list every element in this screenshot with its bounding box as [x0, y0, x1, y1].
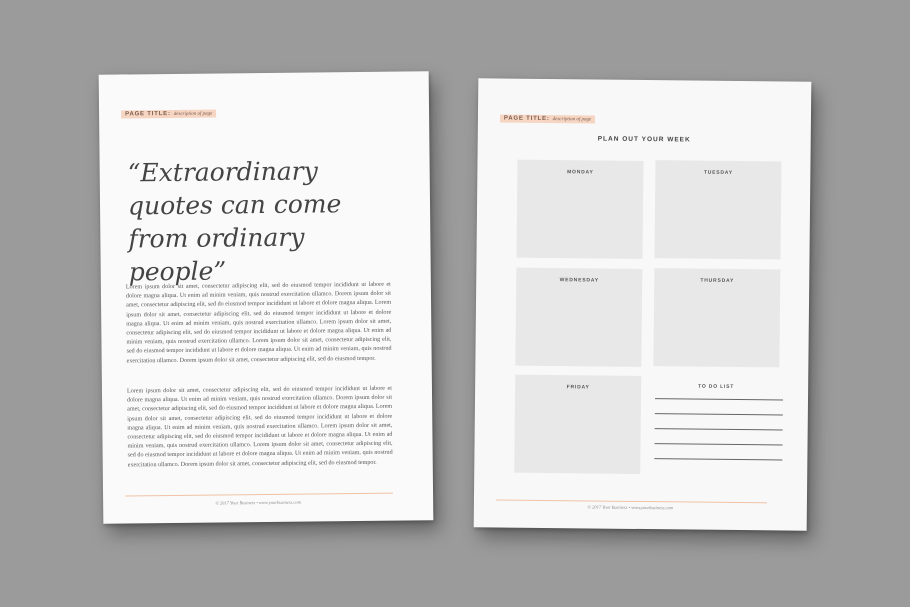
pull-quote: “Extraordinary quotes can come from ordinary people”	[127, 156, 342, 287]
day-label-wednesday: WEDNESDAY	[559, 277, 599, 284]
body-paragraph: Lorem ipsum dolor sit amet, consectetur adipiscing elit, sed do eiusmod tempor incididunt ut labore et dolore magna aliqua. Ut enim ad minim veniam, quis nostrud exercitation ullamco. Dorem ipsum dolor sit amet, consectetur adipiscing elit, sed do eiusmod tempor incididunt ut labore et dolore magna aliqua. Lorem ipsum dolor sit amet, consectetur adipiscing elit, sed do eiusmod tempor incididunt ut labore et dolore magna aliqua. Ut enim ad minim veniam, quis nostrud exercitation ullamco. Lorem ipsum dolor sit amet, consectetur adipiscing elit, sed do eiusmod tempor incididunt ut labore et dolore magna aliqua. Ut enim ad minim veniam, quis nostrud exercitation ullamco. Lorem ipsum dolor sit amet, consectetur adipiscing elit, sed do eiusmod tempor incididunt ut labore et dolore magna aliqua. Ut enim ad minim veniam, quis nostrud exercitation ullamco. Dorem ipsum dolor sit amet, consectetur adipiscing elit, sed do eiusmod tempor.	[125, 281, 392, 365]
left-page	[99, 71, 434, 523]
todo-line	[655, 398, 783, 400]
day-label-monday: MONDAY	[567, 169, 594, 176]
page-footer: © 2017 Your Business • www.yourbusiness.com	[587, 504, 674, 511]
todo-list-title: TO DO LIST	[698, 383, 735, 390]
day-box-monday	[516, 160, 643, 259]
day-box-tuesday	[654, 160, 781, 259]
page-description: description of page	[552, 117, 592, 123]
day-box-wednesday	[515, 268, 642, 367]
day-label-tuesday: TUESDAY	[703, 169, 733, 176]
page-footer: © 2017 Your Business • www.yourbusiness.com	[215, 499, 301, 506]
page-description: description of page	[173, 111, 213, 117]
todo-line	[655, 443, 783, 445]
day-label-thursday: THURSDAY	[700, 277, 735, 284]
page-title-label: PAGE TITLE:	[125, 110, 171, 118]
day-box-friday	[514, 375, 641, 474]
page-title-tag	[500, 114, 595, 123]
footer-divider	[496, 499, 767, 503]
page-title-tag	[121, 110, 216, 119]
planner-title: PLAN OUT YOUR WEEK	[597, 135, 691, 144]
footer-divider	[125, 493, 393, 497]
body-paragraph: Lorem ipsum dolor sit amet, consectetur adipiscing elit, sed do eiusmod tempor incididunt ut labore et dolore magna aliqua. Ut enim ad minim veniam, quis nostrud exercitation ullamco. Dorem ipsum dolor sit amet, consectetur adipiscing elit, sed do eiusmod tempor incididunt ut labore et dolore magna aliqua. Lorem ipsum dolor sit amet, consectetur adipiscing elit, sed do eiusmod tempor incididunt ut labore et dolore magna aliqua. Ut enim ad minim veniam, quis nostrud exercitation ullamco. Lorem ipsum dolor sit amet, consectetur adipiscing elit, sed do eiusmod tempor incididunt ut labore et dolore magna aliqua. Ut enim ad minim veniam, quis nostrud exercitation ullamco. Lorem ipsum dolor sit amet, consectetur adipiscing elit, sed do eiusmod tempor incididunt ut labore et dolore magna aliqua. Ut enim ad minim veniam, quis nostrud exercitation ullamco. Dorem ipsum dolor sit amet, consectetur adipiscing elit, sed do eiusmod tempor.	[126, 385, 393, 469]
todo-line	[655, 413, 783, 415]
todo-line	[655, 428, 783, 430]
day-box-thursday	[653, 268, 780, 367]
right-page	[474, 78, 812, 530]
day-label-friday: FRIDAY	[566, 384, 590, 391]
todo-line	[654, 458, 782, 460]
page-title-label: PAGE TITLE:	[503, 115, 550, 123]
